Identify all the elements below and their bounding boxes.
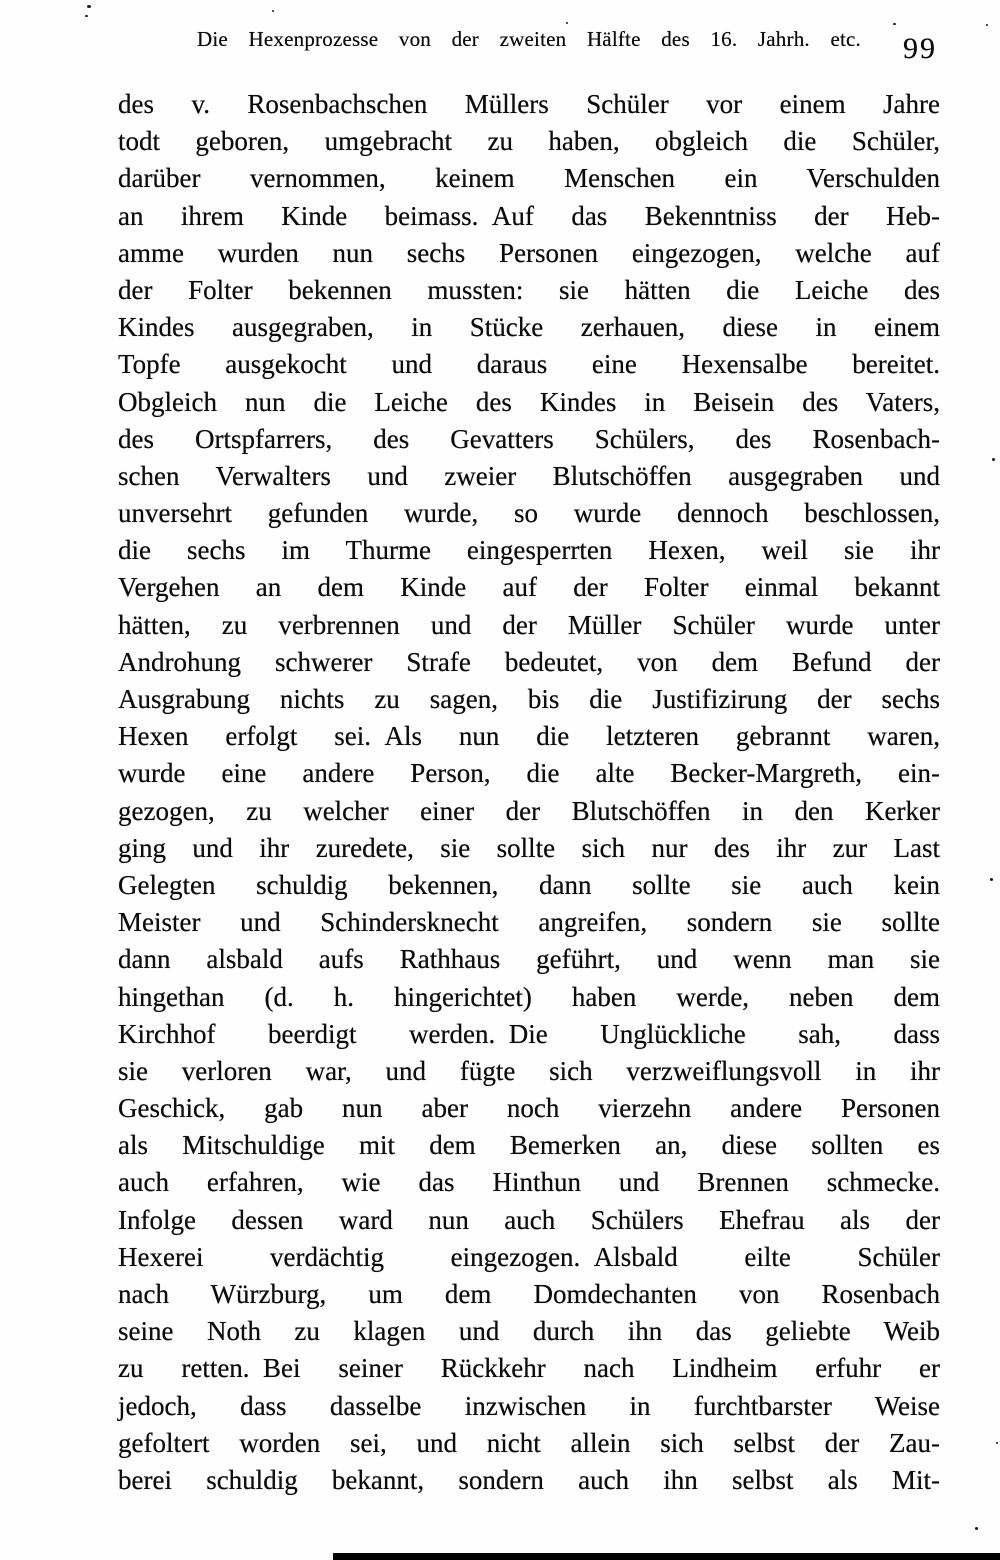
scan-speck	[272, 10, 274, 12]
text-line: ging und ihr zuredete, sie sollte sich nur des ihr zur Last	[118, 832, 940, 863]
text-line: gezogen, zu welcher einer der Blutschöffen in den Kerker	[118, 795, 940, 826]
scan-speck	[566, 22, 568, 24]
text-line: Hexen erfolgt sei. Als nun die letzteren gebrannt waren,	[118, 721, 940, 752]
text-line: des Ortspfarrers, des Gevatters Schülers, des Rosenbach-	[118, 423, 940, 454]
text-line: gefoltert worden sei, und nicht allein sich selbst der Zau-	[118, 1427, 940, 1458]
text-line: unversehrt gefunden wurde, so wurde dennoch beschlossen,	[118, 498, 940, 529]
text-line: Geschick, gab nun aber noch vierzehn andere Personen	[118, 1093, 940, 1124]
text-line: Topfe ausgekocht und daraus eine Hexensalbe bereitet.	[118, 349, 940, 380]
text-line: sie verloren war, und fügte sich verzweiflungsvoll in ihr	[118, 1055, 940, 1086]
text-line: zu retten. Bei seiner Rückkehr nach Lindheim erfuhr er	[118, 1353, 940, 1384]
text-line: an ihrem Kinde beimass. Auf das Bekenntniss der Heb-	[118, 200, 940, 231]
page-number: 99	[903, 32, 937, 65]
text-line: als Mitschuldige mit dem Bemerken an, diese sollten es	[118, 1130, 940, 1161]
scan-speck	[992, 458, 995, 461]
text-line: des v. Rosenbachschen Müllers Schüler vor einem Jahre	[118, 89, 940, 119]
scan-speck	[986, 24, 988, 26]
text-line: Ausgrabung nichts zu sagen, bis die Justifizirung der sechs	[118, 684, 940, 714]
text-line: hingethan (d. h. hingerichtet) haben werde, neben dem	[118, 981, 940, 1012]
scan-speck	[975, 1527, 978, 1530]
scan-speck	[893, 23, 896, 25]
scan-speck	[87, 5, 91, 8]
text-line: Infolge dessen ward nun auch Schülers Ehefrau als der	[118, 1204, 940, 1235]
text-line: Vergehen an dem Kinde auf der Folter einmal bekannt	[118, 572, 940, 603]
text-line: Androhung schwerer Strafe bedeutet, von dem Befund der	[118, 646, 940, 677]
text-line: auch erfahren, wie das Hinthun und Brennen schmecke.	[118, 1167, 940, 1198]
text-line: wurde eine andere Person, die alte Becker-Margreth, ein-	[118, 758, 940, 789]
scan-artifact-bar	[333, 1553, 1000, 1560]
scan-speck	[85, 15, 88, 17]
text-line: Gelegten schuldig bekennen, dann sollte sie auch kein	[118, 869, 940, 900]
text-line: Kindes ausgegraben, in Stücke zerhauen, diese in einem	[118, 312, 940, 343]
running-header: Die Hexenprozesse von der zweiten Hälfte des 16. Jahrh. etc.	[197, 27, 861, 51]
scan-speck	[990, 878, 993, 881]
text-line: die sechs im Thurme eingesperrten Hexen, weil sie ihr	[118, 535, 940, 566]
text-line: seine Noth zu klagen und durch ihn das geliebte Weib	[118, 1316, 940, 1347]
page-text	[118, 86, 940, 1499]
text-line: nach Würzburg, um dem Domdechanten von Rosenbach	[118, 1279, 940, 1309]
text-line: amme wurden nun sechs Personen eingezogen, welche auf	[118, 237, 940, 268]
text-line: darüber vernommen, keinem Menschen ein Verschulden	[118, 163, 940, 194]
text-line: berei schuldig bekannt, sondern auch ihn selbst als Mit-	[118, 1464, 940, 1495]
text-line: Kirchhof beerdigt werden. Die Unglückliche sah, dass	[118, 1018, 940, 1049]
text-line: Hexerei verdächtig eingezogen. Alsbald eilte Schüler	[118, 1241, 940, 1272]
text-line: der Folter bekennen mussten: sie hätten die Leiche des	[118, 274, 940, 305]
text-line: dann alsbald aufs Rathhaus geführt, und wenn man sie	[118, 944, 940, 975]
text-line: todt geboren, umgebracht zu haben, obgleich die Schüler,	[118, 126, 940, 157]
text-line: hätten, zu verbrennen und der Müller Schüler wurde unter	[118, 609, 940, 640]
scan-speck	[996, 1442, 998, 1444]
text-line: schen Verwalters und zweier Blutschöffen ausgegraben und	[118, 460, 940, 491]
text-line: Meister und Schindersknecht angreifen, sondern sie sollte	[118, 907, 940, 938]
text-line: Obgleich nun die Leiche des Kindes in Beisein des Vaters,	[118, 386, 940, 417]
text-line: jedoch, dass dasselbe inzwischen in furchtbarster Weise	[118, 1390, 940, 1421]
